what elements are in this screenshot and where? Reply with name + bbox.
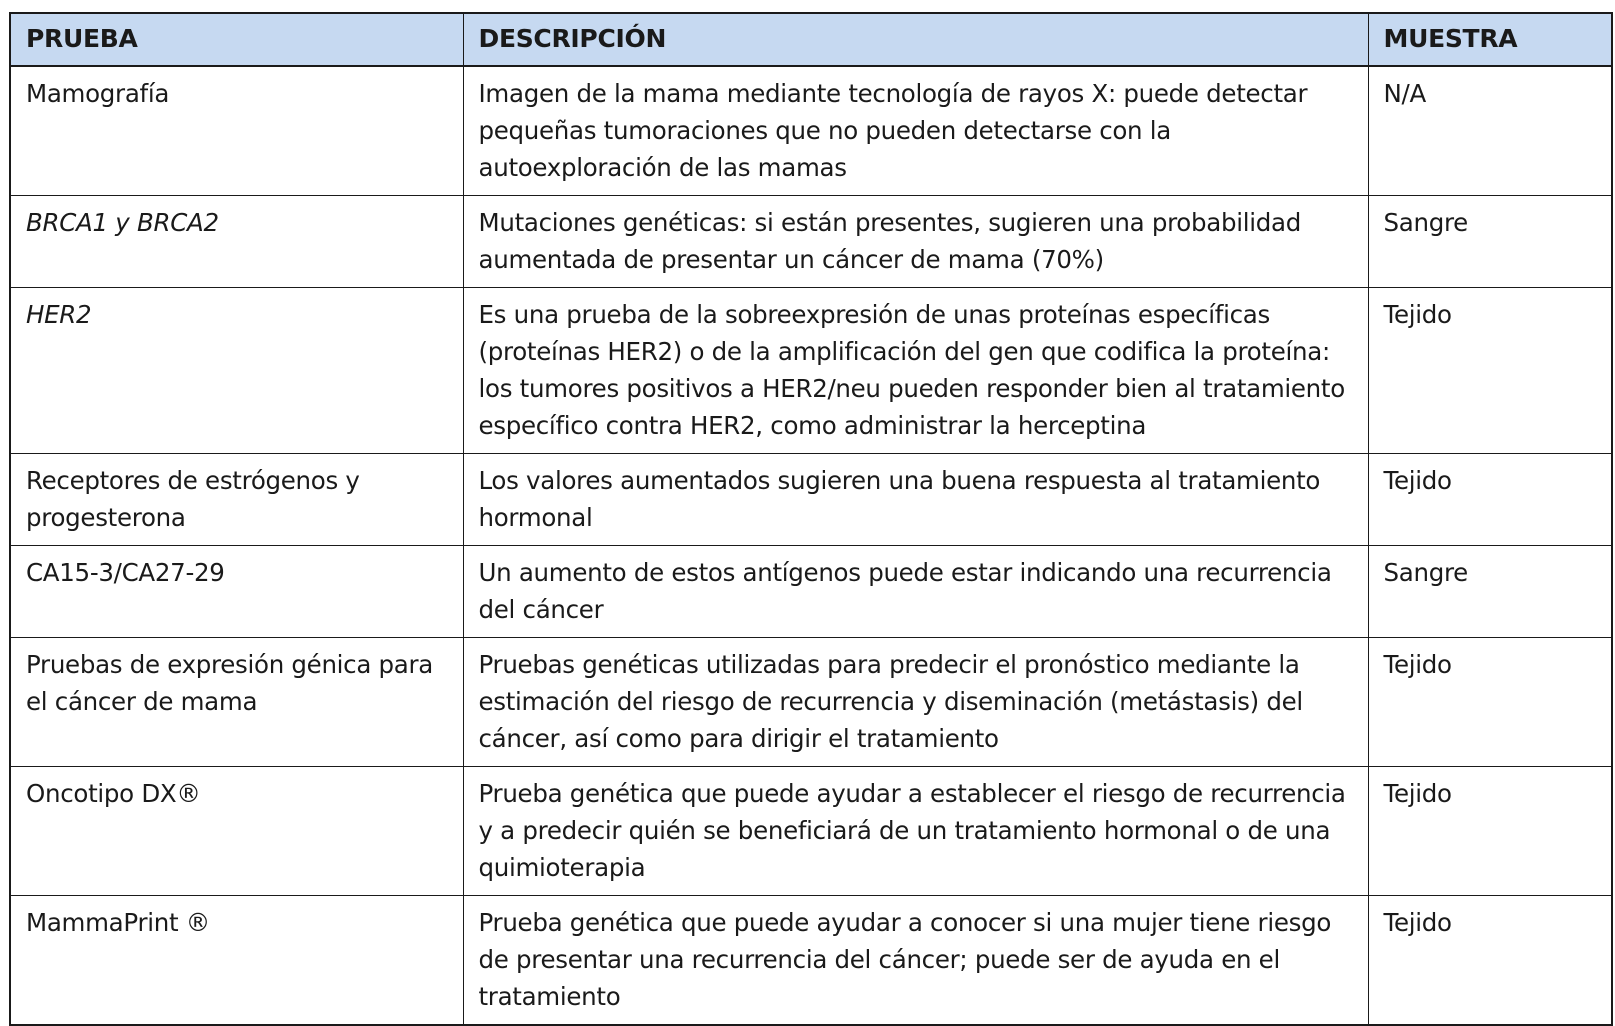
cell-description: Prueba genética que puede ayudar a establecer el riesgo de recurrencia y a predecir quién se beneficiará de un tratamiento hormonal o de una quimioterapia [463,767,1368,896]
table-body [10,66,1612,1025]
cell-description: Los valores aumentados sugieren una buena respuesta al tratamiento hormonal [463,454,1368,546]
table-row [10,638,1612,767]
cell-description: Prueba genética que puede ayudar a conocer si una mujer tiene riesgo de presentar una recurrencia del cáncer; puede ser de ayuda en el tratamiento [463,896,1368,1026]
cell-description: Es una prueba de la sobreexpresión de unas proteínas específicas (proteínas HER2) o de la amplificación del gen que codifica la proteína: los tumores positivos a HER2/neu pueden responder bien al tratamiento específico contra HER2, como administrar la herceptina [463,288,1368,454]
cell-description: Imagen de la mama mediante tecnología de rayos X: puede detectar pequeñas tumoraciones que no pueden detectarse con la autoexploración de las mamas [463,66,1368,196]
cell-test: CA15-3/CA27-29 [10,546,463,638]
cell-test: Receptores de estrógenos y progesterona [10,454,463,546]
table-row [10,767,1612,896]
cell-test: Pruebas de expresión génica para el cáncer de mama [10,638,463,767]
table-row [10,66,1612,196]
cell-sample: Tejido [1368,896,1612,1026]
header-descripcion: DESCRIPCIÓN [463,13,1368,66]
header-row [10,13,1612,66]
table-header [10,13,1612,66]
cell-test: HER2 [10,288,463,454]
cell-sample: Tejido [1368,288,1612,454]
cell-test: Mamografía [10,66,463,196]
cell-description: Un aumento de estos antígenos puede estar indicando una recurrencia del cáncer [463,546,1368,638]
header-muestra: MUESTRA [1368,13,1612,66]
cell-sample: Sangre [1368,546,1612,638]
cell-sample: Tejido [1368,454,1612,546]
cell-description: Mutaciones genéticas: si están presentes, sugieren una probabilidad aumentada de presentar un cáncer de mama (70%) [463,196,1368,288]
table-row [10,196,1612,288]
table-row [10,288,1612,454]
tests-table [9,12,1613,1026]
cell-test: Oncotipo DX® [10,767,463,896]
header-prueba: PRUEBA [10,13,463,66]
cell-sample: Tejido [1368,767,1612,896]
cell-sample: Sangre [1368,196,1612,288]
cell-test: MammaPrint ® [10,896,463,1026]
table-row [10,546,1612,638]
cell-sample: N/A [1368,66,1612,196]
cell-test: BRCA1 y BRCA2 [10,196,463,288]
cell-sample: Tejido [1368,638,1612,767]
table-row [10,454,1612,546]
table-row [10,896,1612,1026]
cell-description: Pruebas genéticas utilizadas para predecir el pronóstico mediante la estimación del riesgo de recurrencia y diseminación (metástasis) del cáncer, así como para dirigir el tratamiento [463,638,1368,767]
